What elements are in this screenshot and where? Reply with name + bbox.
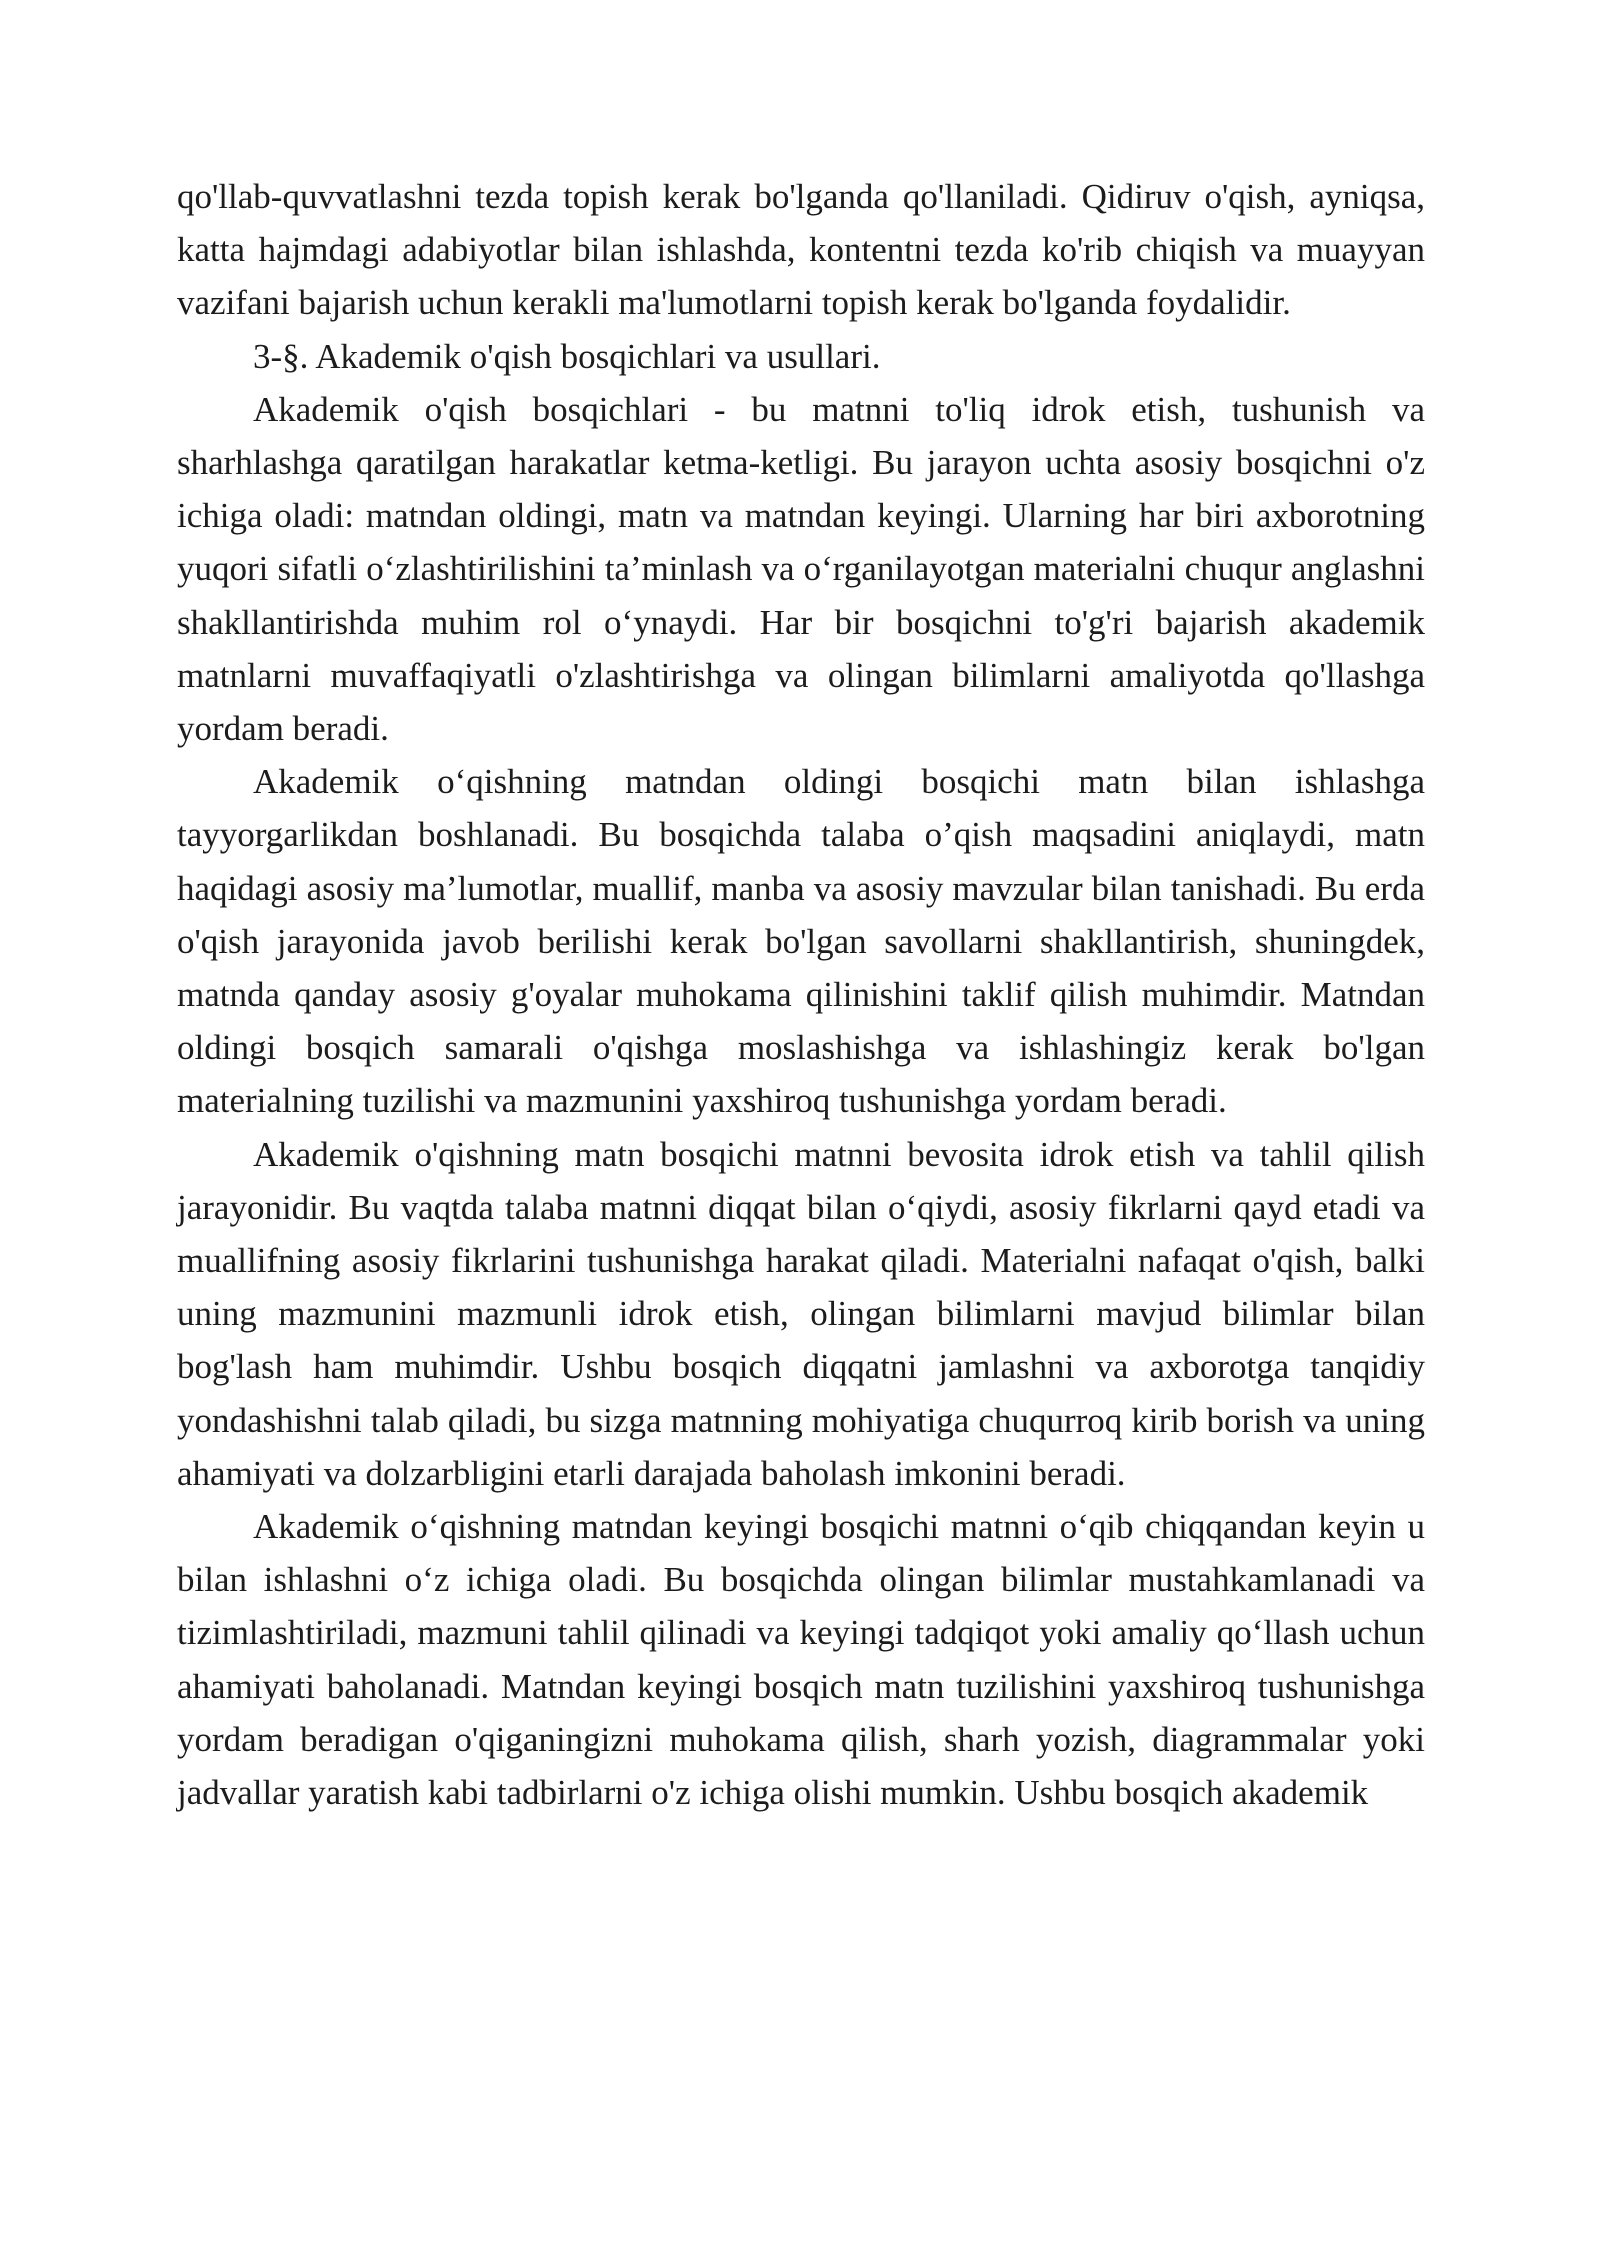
body-text <box>177 170 1425 1819</box>
paragraph-text-stage: Akademik o'qishning matn bosqichi matnni bevosita idrok etish va tahlil qilish jarayonidir. Bu vaqtda talaba matnni diqqat bilan o‘qiydi, asosiy fikrlarni qayd etadi va muallifning asosiy fikrlarini tushunishga harakat qiladi. Materialni nafaqat o'qish, balki uning mazmunini mazmunli idrok etish, olingan bilimlarni mavjud bilimlar bilan bog'lash ham muhimdir. Ushbu bosqich diqqatni jamlashni va axborotga tanqidiy yondashishni talab qiladi, bu sizga matnning mohiyatiga chuqurroq kirib borish va uning ahamiyati va dolzarbligini etarli darajada baholash imkonini beradi. <box>177 1134 1425 1493</box>
paragraph-pre-text-stage: Akademik o‘qishning matndan oldingi bosqichi matn bilan ishlashga tayyorgarlikdan boshlanadi. Bu bosqichda talaba o’qish maqsadini aniqlaydi, matn haqidagi asosiy ma’lumotlar, muallif, manba va asosiy mavzular bilan tanishadi. Bu erda o'qish jarayonida javob berilishi kerak bo'lgan savollarni shakllantirish, shuningdek, matnda qanday asosiy g'oyalar muhokama qilinishini taklif qilish muhimdir. Matndan oldingi bosqich samarali o'qishga moslashishga va ishlashingiz kerak bo'lgan materialning tuzilishi va mazmunini yaxshiroq tushunishga yordam beradi. <box>177 762 1425 1121</box>
paragraph-reading-stages: Akademik o'qish bosqichlari - bu matnni to'liq idrok etish, tushunish va sharhlashga qaratilgan harakatlar ketma-ketligi. Bu jarayon uchta asosiy bosqichni o'z ichiga oladi: matndan oldingi, matn va matndan keyingi. Ularning har biri axborotning yuqori sifatli o‘zlashtirilishini ta’minlash va o‘rganilayotgan materialni chuqur anglashni shakllantirishda muhim rol o‘ynaydi. Har bir bosqichni to'g'ri bajarish akademik matnlarni muvaffaqiyatli o'zlashtirishga va olingan bilimlarni amaliyotda qo'llashga yordam beradi. <box>177 389 1425 749</box>
section-heading: 3-§. Akademik o'qish bosqichlari va usullari. <box>253 336 881 376</box>
paragraph-continuation: qo'llab-quvvatlashni tezda topish kerak bo'lganda qo'llaniladi. Qidiruv o'qish, ayniqsa, katta hajmdagi adabiyotlar bilan ishlashda, kontentni tezda ko'rib chiqish va muayyan vazifani bajarish uchun kerakli ma'lumotlarni topish kerak bo'lganda foydalidir. <box>177 177 1425 323</box>
paragraph-post-text-stage: Akademik o‘qishning matndan keyingi bosqichi matnni o‘qib chiqqandan keyin u bilan ishlashni o‘z ichiga oladi. Bu bosqichda olingan bilimlar mustahkamlanadi va tizimlashtiriladi, mazmuni tahlil qilinadi va keyingi tadqiqot yoki amaliy qo‘llash uchun ahamiyati baholanadi. Matndan keyingi bosqich matn tuzilishini yaxshiroq tushunishga yordam beradigan o'qiganingizni muhokama qilish, sharh yozish, diagrammalar yoki jadvallar yaratish kabi tadbirlarni o'z ichiga olishi mumkin. Ushbu bosqich akademik <box>177 1507 1425 1813</box>
